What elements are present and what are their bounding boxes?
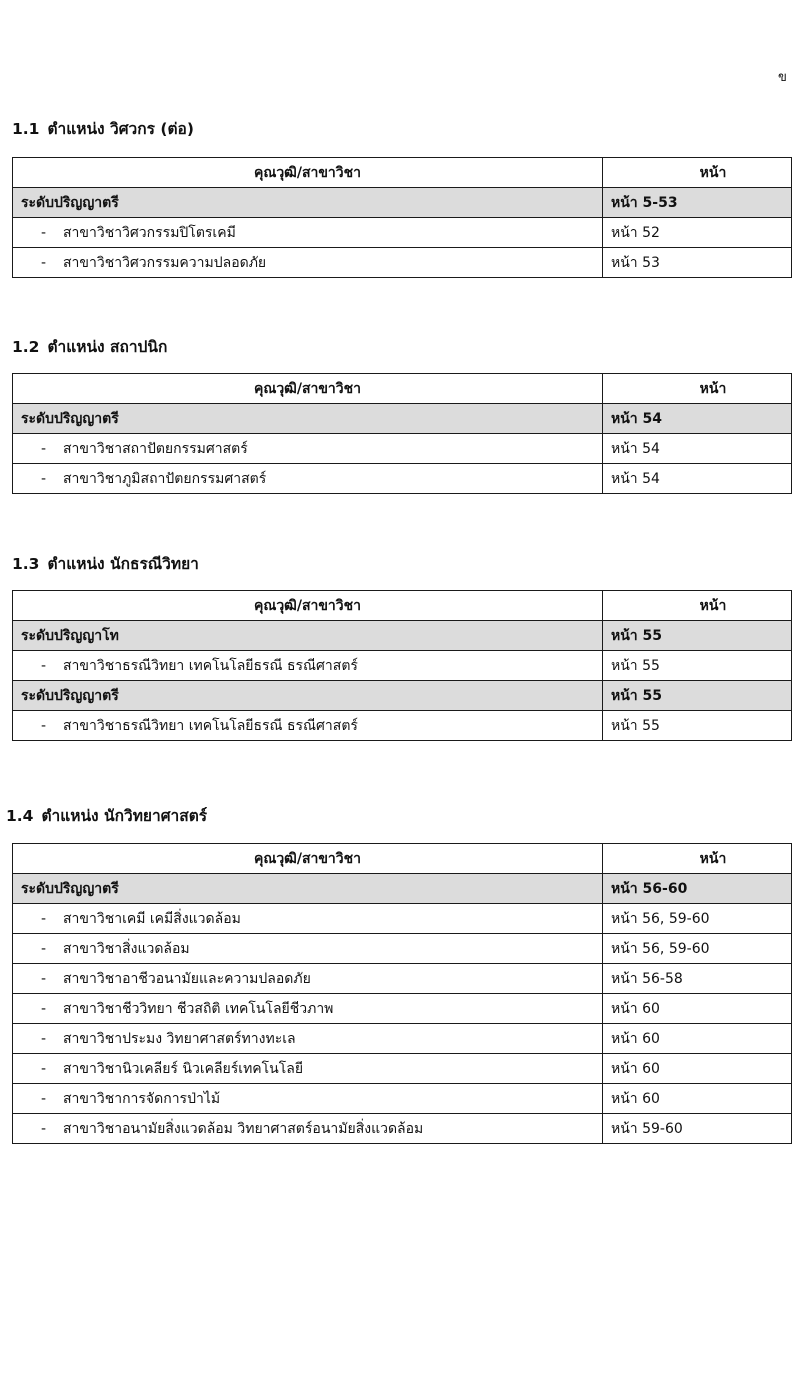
column-header-qualification: คุณวุฒิ/สาขาวิชา (13, 374, 603, 404)
table-row (13, 1084, 792, 1114)
field-of-study: สาขาวิชาชีววิทยา ชีวสถิติ เทคโนโลยีชีวภาพ (63, 1000, 334, 1017)
table-row (13, 248, 792, 278)
table-row (13, 964, 792, 994)
field-of-study: สาขาวิชาสถาปัตยกรรมศาสตร์ (63, 440, 248, 457)
column-header-page: หน้า (603, 591, 792, 621)
page-reference: หน้า 56, 59-60 (603, 934, 792, 964)
section-number: 1.4 (6, 807, 34, 825)
header-row (13, 844, 792, 874)
item-dash: - (41, 1060, 47, 1077)
item-dash: - (41, 940, 47, 957)
toc-table-1-4 (12, 843, 792, 1144)
item-dash: - (41, 1120, 47, 1137)
page-reference: หน้า 60 (603, 1084, 792, 1114)
field-of-study: สาขาวิชาวิศวกรรมความปลอดภัย (63, 254, 267, 271)
field-of-study: สาขาวิชาอาชีวอนามัยและความปลอดภัย (63, 970, 311, 987)
field-of-study: สาขาวิชาสิ่งแวดล้อม (63, 940, 190, 957)
item-dash: - (41, 717, 47, 734)
section-title: ตำแหน่ง นักธรณีวิทยา (47, 555, 199, 573)
degree-level-page: หน้า 54 (603, 404, 792, 434)
degree-level-row (13, 404, 792, 434)
degree-level-label: ระดับปริญญาตรี (13, 404, 603, 434)
section-heading-1-1 (12, 116, 194, 141)
page-reference: หน้า 60 (603, 1024, 792, 1054)
page-reference: หน้า 59-60 (603, 1114, 792, 1144)
page-reference: หน้า 56-58 (603, 964, 792, 994)
table-row (13, 1054, 792, 1084)
table-row (13, 434, 792, 464)
table-row (13, 1114, 792, 1144)
item-dash: - (41, 1030, 47, 1047)
degree-level-label: ระดับปริญญาโท (13, 621, 603, 651)
section-heading-1-3 (12, 551, 199, 576)
field-of-study: สาขาวิชาเคมี เคมีสิ่งแวดล้อม (63, 910, 241, 927)
table-row (13, 1024, 792, 1054)
section-title: ตำแหน่ง สถาปนิก (47, 338, 168, 356)
section-title: ตำแหน่ง วิศวกร (ต่อ) (47, 120, 194, 138)
degree-level-page: หน้า 56-60 (603, 874, 792, 904)
section-number: 1.2 (12, 338, 40, 356)
toc-table-1-3 (12, 590, 792, 741)
degree-level-row (13, 621, 792, 651)
item-dash: - (41, 1000, 47, 1017)
degree-level-label: ระดับปริญญาตรี (13, 874, 603, 904)
section-heading-1-4 (6, 803, 207, 828)
page-reference: หน้า 60 (603, 1054, 792, 1084)
table-row (13, 218, 792, 248)
item-dash: - (41, 440, 47, 457)
field-of-study: สาขาวิชานิวเคลียร์ นิวเคลียร์เทคโนโลยี (63, 1060, 304, 1077)
page-reference: หน้า 53 (603, 248, 792, 278)
section-heading-1-2 (12, 334, 167, 359)
item-dash: - (41, 657, 47, 674)
item-dash: - (41, 1090, 47, 1107)
table-row (13, 994, 792, 1024)
field-of-study: สาขาวิชาธรณีวิทยา เทคโนโลยีธรณี ธรณีศาสตร์ (63, 717, 358, 734)
degree-level-label: ระดับปริญญาตรี (13, 188, 603, 218)
page-reference: หน้า 52 (603, 218, 792, 248)
degree-level-page: หน้า 55 (603, 681, 792, 711)
page-reference: หน้า 54 (603, 434, 792, 464)
field-of-study: สาขาวิชาภูมิสถาปัตยกรรมศาสตร์ (63, 470, 267, 487)
item-dash: - (41, 970, 47, 987)
page-reference: หน้า 55 (603, 711, 792, 741)
column-header-page: หน้า (603, 158, 792, 188)
column-header-qualification: คุณวุฒิ/สาขาวิชา (13, 844, 603, 874)
table-row (13, 934, 792, 964)
item-dash: - (41, 910, 47, 927)
page-reference: หน้า 54 (603, 464, 792, 494)
header-row (13, 591, 792, 621)
degree-level-row (13, 681, 792, 711)
header-row (13, 158, 792, 188)
degree-level-page: หน้า 55 (603, 621, 792, 651)
page-reference: หน้า 55 (603, 651, 792, 681)
field-of-study: สาขาวิชาธรณีวิทยา เทคโนโลยีธรณี ธรณีศาสตร์ (63, 657, 358, 674)
column-header-qualification: คุณวุฒิ/สาขาวิชา (13, 591, 603, 621)
header-row (13, 374, 792, 404)
degree-level-page: หน้า 5-53 (603, 188, 792, 218)
table-row (13, 904, 792, 934)
section-number: 1.3 (12, 555, 40, 573)
toc-table-1-2 (12, 373, 792, 494)
table-row (13, 711, 792, 741)
degree-level-label: ระดับปริญญาตรี (13, 681, 603, 711)
item-dash: - (41, 470, 47, 487)
table-row (13, 651, 792, 681)
degree-level-row (13, 874, 792, 904)
column-header-page: หน้า (603, 374, 792, 404)
column-header-qualification: คุณวุฒิ/สาขาวิชา (13, 158, 603, 188)
field-of-study: สาขาวิชาประมง วิทยาศาสตร์ทางทะเล (63, 1030, 296, 1047)
item-dash: - (41, 254, 47, 271)
field-of-study: สาขาวิชาการจัดการป่าไม้ (63, 1090, 221, 1107)
degree-level-row (13, 188, 792, 218)
section-title: ตำแหน่ง นักวิทยาศาสตร์ (41, 807, 208, 825)
item-dash: - (41, 224, 47, 241)
field-of-study: สาขาวิชาอนามัยสิ่งแวดล้อม วิทยาศาสตร์อนามัยสิ่งแวดล้อม (63, 1120, 424, 1137)
toc-table-1-1 (12, 157, 792, 278)
page-reference: หน้า 56, 59-60 (603, 904, 792, 934)
page-reference: หน้า 60 (603, 994, 792, 1024)
page-mark: ข (778, 70, 787, 85)
column-header-page: หน้า (603, 844, 792, 874)
field-of-study: สาขาวิชาวิศวกรรมปิโตรเคมี (63, 224, 236, 241)
table-row (13, 464, 792, 494)
section-number: 1.1 (12, 120, 40, 138)
